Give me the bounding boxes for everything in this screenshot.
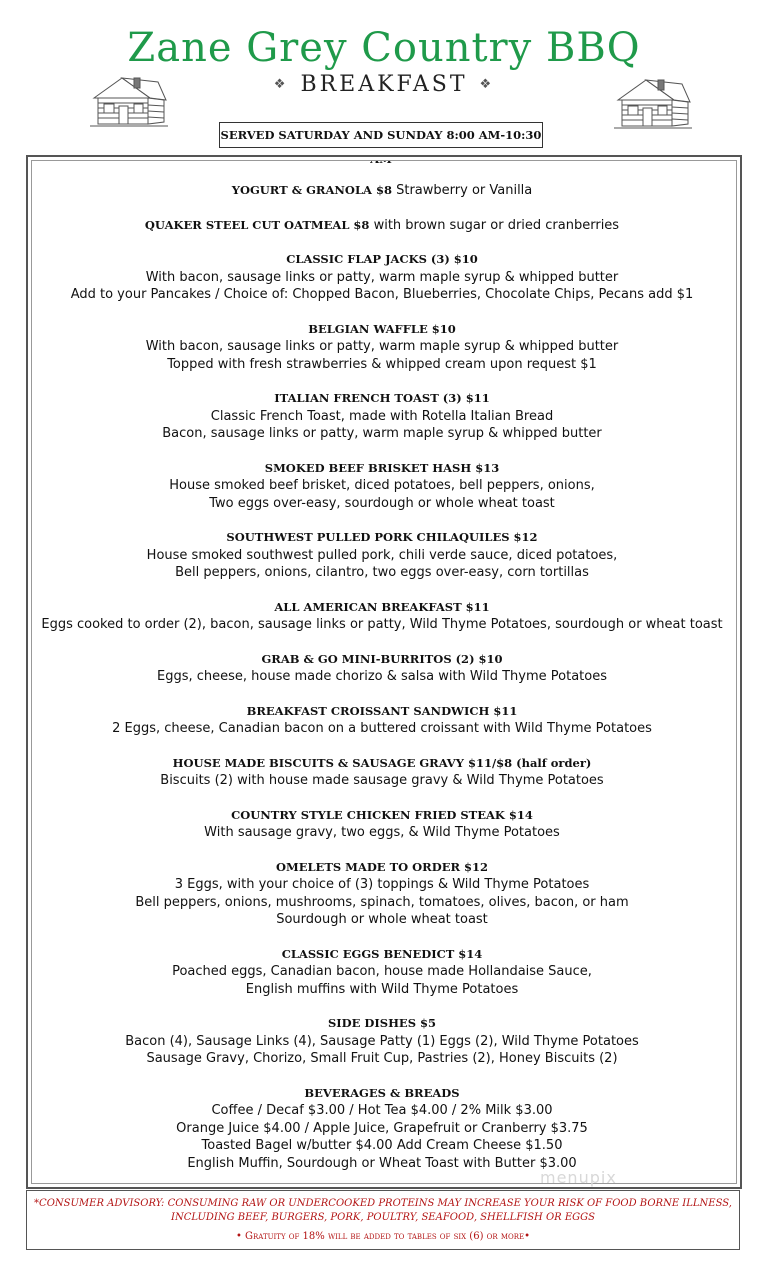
menu-item-header [30,321,734,339]
menu-item-header [30,1085,734,1103]
menu-item-description: With bacon, sausage links or patty, warm maple syrup & whipped butter [145,269,619,285]
menu-item-inline-desc: Strawberry or Vanilla [396,183,533,198]
menu-item [30,599,734,634]
menu-item-description: 3 Eggs, with your choice of (3) toppings & Wild Thyme Potatoes [174,877,590,892]
menu-item [30,703,734,738]
menu-item-name: YOGURT & GRANOLA $8 [231,183,392,197]
menu-list [30,182,734,1189]
menu-item-header [30,182,734,200]
menu-item-description: English muffins with Wild Thyme Potatoes [245,981,519,997]
menu-item [30,321,734,374]
menu-item-name: CLASSIC FLAP JACKS (3) $10 [286,252,478,266]
menu-item-description: Sausage Gravy, Chorizo, Small Fruit Cup, Pastries (2), Honey Biscuits (2) [146,1051,618,1066]
gratuity-note: • Gratuity of 18% will be added to tables of six (6) or more• [235,1231,531,1242]
menu-item-description: Bacon (4), Sausage Links (4), Sausage Patty (1) Eggs (2), Wild Thyme Potatoes [125,1033,639,1049]
menu-item-inline-desc: with brown sugar or dried cranberries [373,217,620,233]
menu-item-description: Poached eggs, Canadian bacon, house made Hollandaise Sauce, [172,964,592,979]
menu-item-description: Eggs cooked to order (2), bacon, sausage links or patty, Wild Thyme Potatoes, sourdough or wheat toast [41,617,723,632]
menu-item [30,251,734,304]
menu-item-header [30,460,734,478]
menu-item [30,182,734,200]
menu-item-description: With bacon, sausage links or patty, warm maple syrup & whipped butter [145,339,619,354]
menu-item-name: COUNTRY STYLE CHICKEN FRIED STEAK $14 [231,807,533,822]
consumer-advisory-box [26,1190,740,1250]
menu-item-name: HOUSE MADE BISCUITS & SAUSAGE GRAVY $11/$8 (half order) [172,755,592,770]
menu-item-header [30,390,734,408]
menu-item-description: 2 Eggs, cheese, Canadian bacon on a buttered croissant with Wild Thyme Potatoes [112,721,652,736]
menu-item-header [30,251,734,269]
menu-item-name: BELGIAN WAFFLE $10 [308,321,456,336]
menu-item-name: SIDE DISHES $5 [327,1016,437,1030]
menu-item-description: Topped with fresh strawberries & whipped cream upon request $1 [167,356,597,372]
restaurant-title: Zane Grey Country BBQ [127,25,641,71]
menu-item [30,859,734,929]
menu-item [30,946,734,999]
diamond-ornament-icon: ❖ [273,77,289,92]
menu-item-description: Classic French Toast, made with Rotella Italian Bread [210,408,554,424]
subtitle-text: BREAKFAST [300,72,468,97]
menu-item-description: Eggs, cheese, house made chorizo & salsa with Wild Thyme Potatoes [157,669,607,684]
menu-item [30,807,734,842]
menu-item-description: Orange Juice $4.00 / Apple Juice, Grapefruit or Cranberry $3.75 [176,1120,588,1136]
menu-item-description: Sourdough or whole wheat toast [276,912,488,927]
menu-item-description: With sausage gravy, two eggs, & Wild Thyme Potatoes [204,825,560,840]
menu-item-name: ALL AMERICAN BREAKFAST $11 [274,599,490,614]
menu-item-name: SOUTHWEST PULLED PORK CHILAQUILES $12 [226,530,538,544]
menu-item-name: SMOKED BEEF BRISKET HASH $13 [264,460,500,475]
menu-subtitle [0,72,768,97]
advisory-line-2: INCLUDING BEEF, BURGERS, PORK, POULTRY, SEAFOOD, SHELLFISH OR EGGS [171,1212,595,1223]
menu-item [30,1085,734,1173]
menu-item-description: Toasted Bagel w/butter $4.00 Add Cream Cheese $1.50 [201,1138,563,1153]
advisory-line-1: *CONSUMER ADVISORY: CONSUMING RAW OR UNDERCOOKED PROTEINS MAY INCREASE YOUR RISK OF FOOD BORNE ILLNESS, [34,1198,732,1209]
menu-item-description: House smoked southwest pulled pork, chili verde sauce, diced potatoes, [146,547,618,563]
menu-item-description: Coffee / Decaf $3.00 / Hot Tea $4.00 / 2% Milk $3.00 [211,1103,553,1118]
menu-item-description: Bell peppers, onions, mushrooms, spinach, tomatoes, olives, bacon, or ham [135,894,629,910]
menu-item [30,651,734,686]
menu-item-description: Bacon, sausage links or patty, warm maple syrup & whipped butter [162,426,602,441]
menu-item-header [30,946,734,964]
menu-item [30,217,734,235]
menu-item-header [30,217,734,235]
menu-item [30,460,734,513]
menu-item-description: Two eggs over-easy, sourdough or whole wheat toast [209,495,555,511]
menu-item-header [30,529,734,547]
menu-item-header [30,599,734,617]
menu-item-header [30,859,734,877]
menu-item-name: BREAKFAST CROISSANT SANDWICH $11 [246,703,518,718]
menu-item [30,390,734,443]
served-hours-box: SERVED SATURDAY AND SUNDAY 8:00 AM-10:30 AM [219,122,543,148]
menu-item-header [30,807,734,825]
menu-item [30,1015,734,1068]
menu-item-name: QUAKER STEEL CUT OATMEAL $8 [144,217,370,232]
menu-item-name: OMELETS MADE TO ORDER $12 [275,859,489,874]
menu-item-header [30,651,734,669]
menu-item-description: Biscuits (2) with house made sausage gravy & Wild Thyme Potatoes [160,773,604,788]
menu-item-name: BEVERAGES & BREADS [304,1085,460,1100]
menu-item-name: ITALIAN FRENCH TOAST (3) $11 [274,391,490,405]
menu-item [30,529,734,582]
diamond-ornament-icon: ❖ [479,77,495,92]
menu-item-name: CLASSIC EGGS BENEDICT $14 [281,946,483,961]
menu-item-description: English Muffin, Sourdough or Wheat Toast with Butter $3.00 [187,1155,577,1171]
menu-item-description: Bell peppers, onions, cilantro, two eggs over-easy, corn tortillas [175,565,589,580]
menu-item-header [30,703,734,721]
menu-item-description: House smoked beef brisket, diced potatoes, bell peppers, onions, [169,478,595,493]
menu-item-header [30,755,734,773]
menu-item [30,755,734,790]
menu-item-name: GRAB & GO MINI-BURRITOS (2) $10 [261,651,503,666]
watermark: menupix [540,1168,617,1187]
menu-item-description: Add to your Pancakes / Choice of: Chopped Bacon, Blueberries, Chocolate Chips, Pecans add $1 [70,287,694,302]
advisory-text [27,1197,739,1225]
menu-item-header [30,1015,734,1033]
